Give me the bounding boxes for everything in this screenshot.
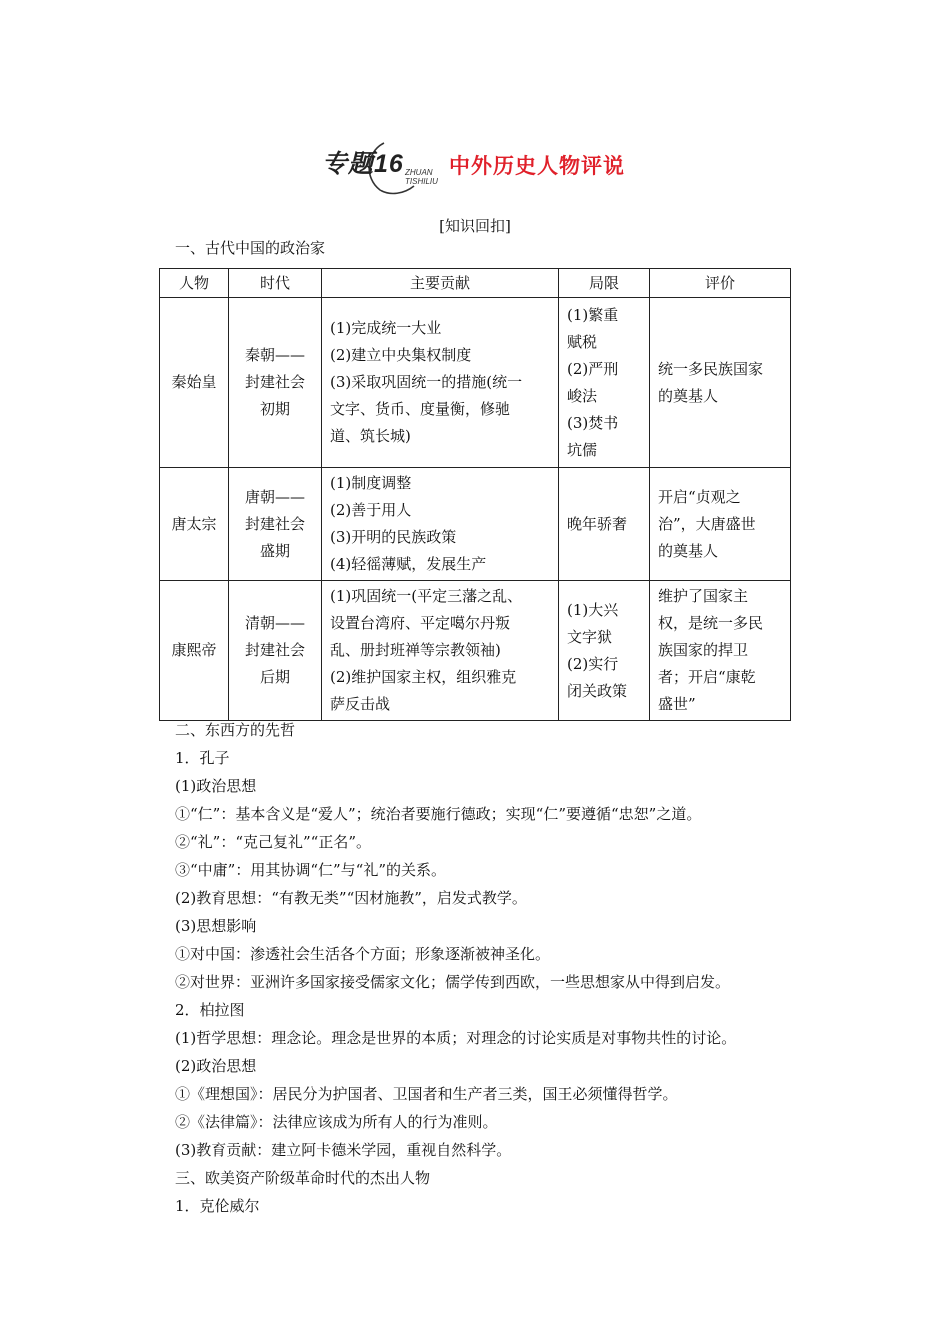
cell-evaluation xyxy=(650,298,791,468)
cell-text: 赋税 xyxy=(567,332,598,351)
cell-text: 闭关政策 xyxy=(567,681,628,700)
table-row xyxy=(160,468,791,581)
body-line: 2．柏拉图 xyxy=(175,1001,245,1019)
cell-person: 唐太宗 xyxy=(160,468,229,581)
body-line: (3)教育贡献：建立阿卡德米学园，重视自然科学。 xyxy=(175,1141,512,1159)
cell-contributions xyxy=(322,298,559,468)
body-line: ②《法律篇》：法律应该成为所有人的行为准则。 xyxy=(175,1113,498,1131)
cell-text: (1)大兴 xyxy=(567,600,619,619)
body-line: (3)思想影响 xyxy=(175,917,257,935)
cell-text: 统一多民族国家 xyxy=(658,359,764,378)
cell-text: 族国家的捍卫 xyxy=(658,641,749,659)
table-row xyxy=(160,581,791,721)
cell-text: 乱、册封班禅等宗教领袖) xyxy=(330,641,501,659)
body-line: ①“仁”：基本含义是“爱人”；统治者要施行德政；实现“仁”要遵循“忠恕”之道。 xyxy=(175,805,702,823)
topic-badge-sub xyxy=(405,168,438,186)
cell-limits xyxy=(559,468,650,581)
cell-text: 文字、货币、度量衡，修驰 xyxy=(330,400,511,418)
cell-person: 康熙帝 xyxy=(160,581,229,721)
col-header: 人物 xyxy=(160,269,229,298)
cell-text: 设置台湾府、平定噶尔丹叛 xyxy=(330,614,511,632)
section-heading: 一、古代中国的政治家 xyxy=(175,239,326,257)
statesmen-table xyxy=(159,268,791,721)
cell-text: (2)实行 xyxy=(567,654,619,673)
cell-contributions xyxy=(322,468,559,581)
cell-text: 坑儒 xyxy=(567,440,598,459)
cell-text: (1)完成统一大业 xyxy=(330,319,442,337)
cell-text: (2)维护国家主权，组织雅克 xyxy=(330,668,517,686)
cell-text: (1)巩固统一(平定三藩之乱、 xyxy=(330,587,523,605)
body-line: (2)教育思想：“有教无类”“因材施教”，启发式教学。 xyxy=(175,889,527,907)
cell-contributions xyxy=(322,581,559,721)
badge-sub-line-2: TISHILIU xyxy=(405,177,438,186)
cell-text: 晚年骄奢 xyxy=(567,514,628,533)
col-header: 局限 xyxy=(559,269,650,298)
table-row xyxy=(160,298,791,468)
cell-text: (1)繁重 xyxy=(567,305,619,324)
cell-text: 唐朝—— xyxy=(244,487,305,506)
cell-evaluation xyxy=(650,468,791,581)
body-line: (1)政治思想 xyxy=(175,777,257,795)
cell-text: (3)焚书 xyxy=(567,413,619,432)
cell-text: 的奠基人 xyxy=(658,541,719,560)
body-line: ②“礼”：“克己复礼”“正名”。 xyxy=(175,833,372,851)
cell-text: 权，是统一多民 xyxy=(658,614,764,632)
col-header: 时代 xyxy=(229,269,322,298)
cell-text: 盛世” xyxy=(658,695,696,713)
section-heading: 三、欧美资产阶级革命时代的杰出人物 xyxy=(175,1169,431,1187)
cell-text: 道、筑长城) xyxy=(330,427,411,445)
cell-limits xyxy=(559,298,650,468)
cell-text: 者；开启“康乾 xyxy=(658,668,756,686)
col-header: 主要贡献 xyxy=(322,269,559,298)
cell-era xyxy=(229,468,322,581)
cell-limits xyxy=(559,581,650,721)
cell-text: 盛期 xyxy=(259,541,290,560)
cell-text: (4)轻徭薄赋，发展生产 xyxy=(330,555,487,573)
cell-text: 萨反击战 xyxy=(330,695,391,713)
cell-text: 初期 xyxy=(259,400,290,418)
cell-era xyxy=(229,298,322,468)
body-line: ③“中庸”：用其协调“仁”与“礼”的关系。 xyxy=(175,861,447,879)
cell-evaluation xyxy=(650,581,791,721)
page-title: 中外历史人物评说 xyxy=(449,154,625,178)
cell-text: (2)严刑 xyxy=(567,359,619,378)
cell-text: 的奠基人 xyxy=(658,386,719,405)
body-line: 1．孔子 xyxy=(175,749,230,767)
cell-text: 封建社会 xyxy=(244,641,305,659)
cell-text: 后期 xyxy=(259,668,290,686)
cell-text: (3)采取巩固统一的措施(统一 xyxy=(330,373,523,391)
cell-text: 文字狱 xyxy=(567,627,613,646)
cell-text: 封建社会 xyxy=(244,514,305,533)
cell-text: (3)开明的民族政策 xyxy=(330,528,457,546)
cell-text: 维护了国家主 xyxy=(658,587,749,605)
cell-text: 封建社会 xyxy=(244,373,305,391)
cell-person: 秦始皇 xyxy=(160,298,229,468)
cell-text: (2)善于用人 xyxy=(330,501,412,519)
body-line: ①对中国：渗透社会生活各个方面；形象逐渐被神圣化。 xyxy=(175,945,551,963)
body-line: (2)政治思想 xyxy=(175,1057,257,1075)
table-header-row xyxy=(160,269,791,298)
col-header: 评价 xyxy=(650,269,791,298)
topic-badge: 专题16 xyxy=(322,150,404,178)
cell-text: 峻法 xyxy=(567,386,598,405)
section-heading: 二、东西方的先哲 xyxy=(175,721,296,739)
body-line: (1)哲学思想：理念论。理念是世界的本质；对理念的讨论实质是对事物共性的讨论。 xyxy=(175,1029,737,1047)
cell-text: 清朝—— xyxy=(244,614,305,632)
cell-era xyxy=(229,581,322,721)
body-line: ①《理想国》：居民分为护国者、卫国者和生产者三类，国王必须懂得哲学。 xyxy=(175,1085,678,1103)
badge-sub-line-1: ZHUAN xyxy=(405,168,433,177)
section-tag: [知识回扣] xyxy=(439,217,511,235)
cell-text: 秦朝—— xyxy=(244,346,305,364)
body-line: ②对世界：亚洲许多国家接受儒家文化；儒学传到西欧，一些思想家从中得到启发。 xyxy=(175,973,731,991)
cell-text: (2)建立中央集权制度 xyxy=(330,346,472,364)
cell-text: 开启“贞观之 xyxy=(658,487,741,506)
body-line: 1．克伦威尔 xyxy=(175,1197,260,1215)
cell-text: 治”，大唐盛世 xyxy=(658,514,756,533)
topic-header xyxy=(322,138,642,196)
cell-text: (1)制度调整 xyxy=(330,474,412,492)
